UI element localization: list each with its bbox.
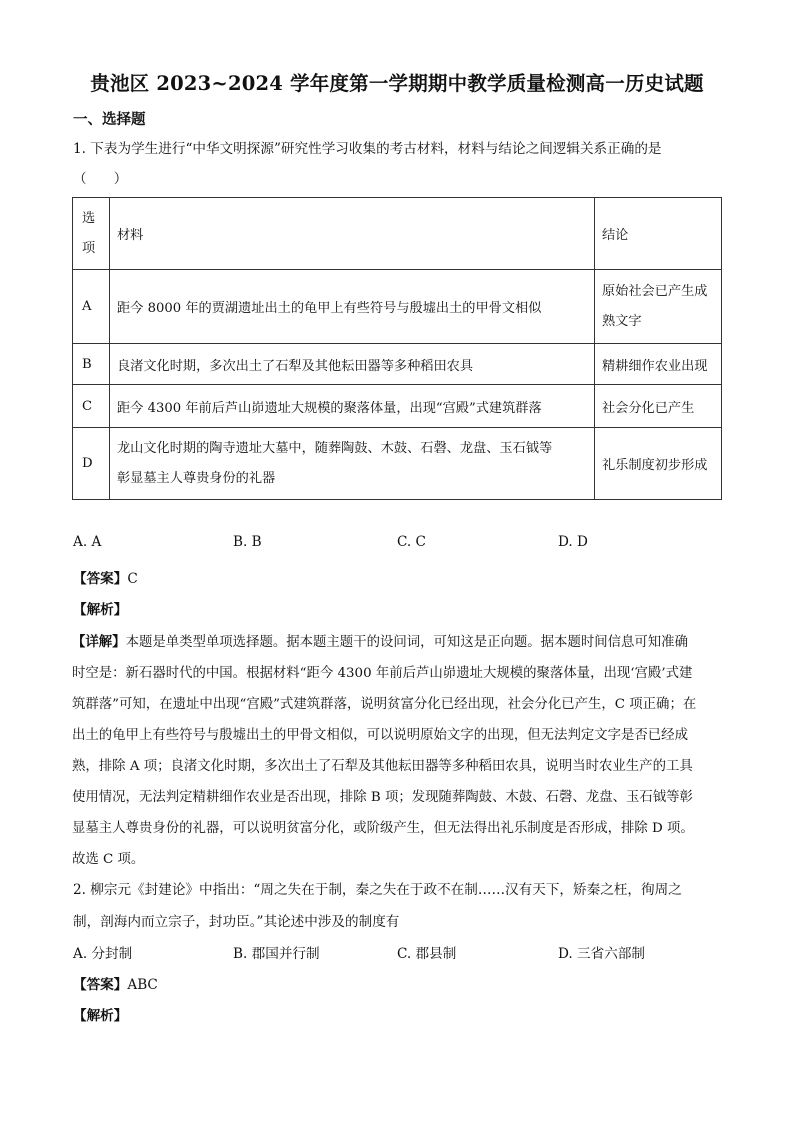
q1-answer: 【答案】C xyxy=(73,571,138,587)
q1-choice-b: B. B xyxy=(233,534,262,550)
row-option: B xyxy=(73,344,110,385)
header-option: 选 项 xyxy=(73,198,110,270)
detail-line: 显墓主人尊贵身份的礼器，可以说明贫富分化，或阶级产生，但无法得出礼乐制度是否形成，排除 D 项。 xyxy=(72,821,694,836)
header-material: 材料 xyxy=(110,198,595,270)
q1-analysis-label: 【解析】 xyxy=(73,602,128,618)
detail-line: 熟，排除 A 项；良渚文化时期，多次出土了石犁及其他耘田器等多种稻田农具，说明当时农业生产的工具 xyxy=(72,759,693,774)
row-material: 距今 4300 年前后芦山峁遗址大规模的聚落体量，出现“宫殿”式建筑群落 xyxy=(110,385,595,428)
q1-choice-a: A. A xyxy=(73,534,102,550)
q1-choice-d: D. D xyxy=(558,534,588,550)
q2-stem-line2: 制，剖海内而立宗子，封功臣。”其论述中涉及的制度有 xyxy=(73,914,400,930)
q2-choice-b: B. 郡国并行制 xyxy=(233,946,320,962)
row-conclusion: 原始社会已产生成 熟文字 xyxy=(595,270,722,344)
row-material: 距今 8000 年的贾湖遗址出土的龟甲上有些符号与殷墟出土的甲骨文相似 xyxy=(110,270,595,344)
table-row xyxy=(73,385,722,428)
page-title: 贵池区 2023~2024 学年度第一学期期中教学质量检测高一历史试题 xyxy=(90,72,704,95)
q1-detail-explanation xyxy=(72,627,724,875)
detail-line: 时空是：新石器时代的中国。根据材料“距今 4300 年前后芦山峁遗址大规模的聚落体量，出现‘宫殿’式建 xyxy=(72,666,693,681)
q2-answer: 【答案】ABC xyxy=(73,977,158,993)
table-header-row xyxy=(73,198,722,270)
row-conclusion: 社会分化已产生 xyxy=(595,385,722,428)
q2-analysis-label: 【解析】 xyxy=(73,1008,128,1024)
header-conclusion: 结论 xyxy=(595,198,722,270)
detail-line: 故选 C 项。 xyxy=(72,852,145,867)
detail-line: 筑群落”可知，在遗址中出现“宫殿”式建筑群落，说明贫富分化已经出现，社会分化已产生，C 项正确；在 xyxy=(72,697,697,712)
q2-choice-c: C. 郡县制 xyxy=(397,946,457,962)
row-option: C xyxy=(73,385,110,428)
row-conclusion: 精耕细作农业出现 xyxy=(595,344,722,385)
q2-choice-a: A. 分封制 xyxy=(73,946,133,962)
q1-options-table xyxy=(72,197,722,500)
row-option: D xyxy=(73,428,110,500)
table-row xyxy=(73,428,722,500)
q2-stem-line1: 2. 柳宗元《封建论》中指出：“周之失在于制，秦之失在于政不在制……汉有天下，矫秦之枉，徇周之 xyxy=(73,882,682,898)
detail-line: 【详解】本题是单类型单项选择题。据本题主题干的设问词，可知这是正向题。据本题时间信息可知准确 xyxy=(72,634,688,650)
table-row xyxy=(73,344,722,385)
section-heading: 一、选择题 xyxy=(73,111,146,128)
q1-stem-line2: （ ） xyxy=(73,171,128,187)
q1-stem-line1: 1. 下表为学生进行“中华文明探源”研究性学习收集的考古材料，材料与结论之间逻辑关系正确的是 xyxy=(73,141,662,157)
q2-choice-d: D. 三省六部制 xyxy=(558,946,646,962)
row-conclusion: 礼乐制度初步形成 xyxy=(595,428,722,500)
row-option: A xyxy=(73,270,110,344)
row-material: 良渚文化时期，多次出土了石犁及其他耘田器等多种稻田农具 xyxy=(110,344,595,385)
detail-line: 使用情况，无法判定精耕细作农业是否出现，排除 B 项；发现随葬陶鼓、木鼓、石磬、龙盘、玉石钺等彰 xyxy=(72,790,693,805)
detail-line: 出土的龟甲上有些符号与殷墟出土的甲骨文相似，可以说明原始文字的出现，但无法判定文字是否已经成 xyxy=(72,728,688,743)
table-row xyxy=(73,270,722,344)
row-material: 龙山文化时期的陶寺遗址大墓中，随葬陶鼓、木鼓、石磬、龙盘、玉石钺等 彰显墓主人尊贵身份的礼器 xyxy=(110,428,595,500)
q1-choice-c: C. C xyxy=(397,534,426,550)
